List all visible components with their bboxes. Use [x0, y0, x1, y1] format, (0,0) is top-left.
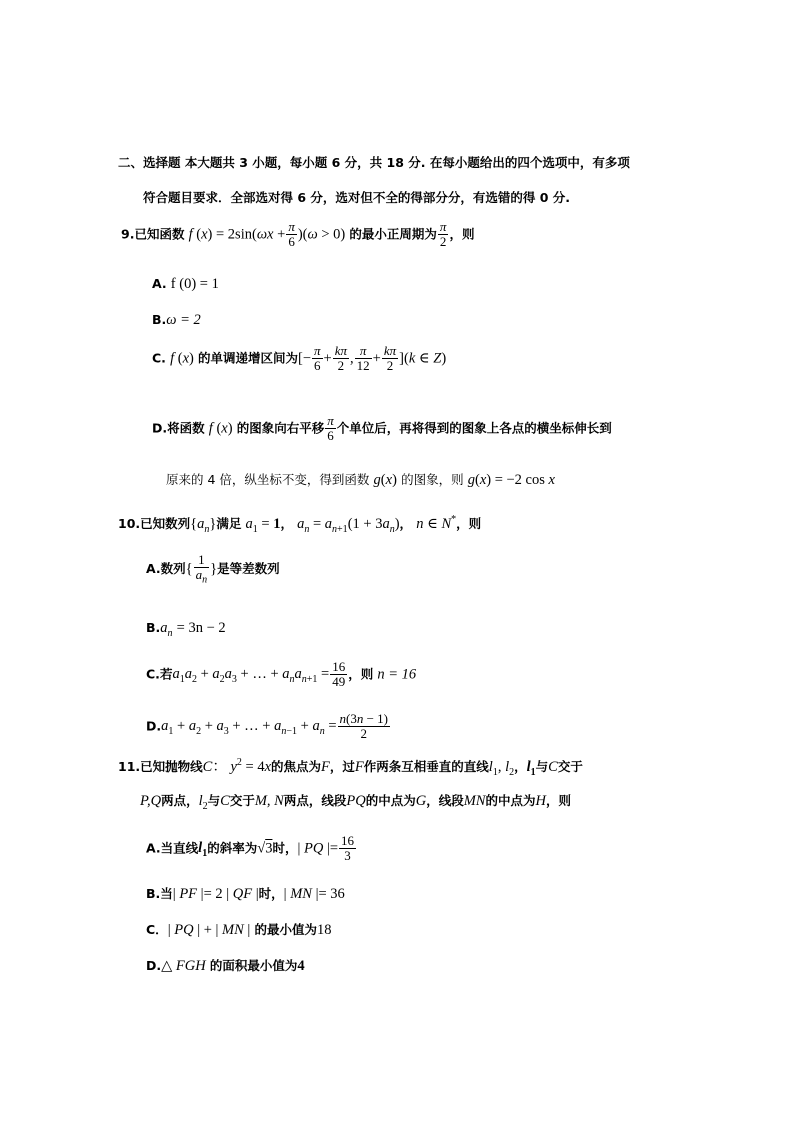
q10-option-b: $B.a_n = 3n - 2$ — [146, 620, 226, 639]
q10-stem-text-d: ， — [399, 515, 413, 531]
q11-line2-text-c: 交于 — [229, 793, 255, 808]
q10-option-c-label: C. — [146, 666, 160, 682]
q11-option-b-text-b: 时， — [258, 886, 284, 901]
q9-option-a-label: A. — [152, 276, 167, 291]
q10-option-a-label: A. — [146, 560, 161, 576]
section-header-line2: 符合题目要求．全部选对得 6 分，选对但不全的得部分分，有选错的得 0 分. — [143, 190, 571, 205]
q10-option-d-label: D. — [146, 718, 162, 734]
q10-option-a: A.数列{ $\frac{1}{a_n}$ }是等差数列 — [146, 552, 280, 586]
q11-line2-text-f: ，线段 — [426, 793, 464, 808]
q10-stem-text-b: 满足 — [216, 515, 242, 531]
q9-stem: 9.已知函数 f (x) = 2sin(ωx + $\frac{\pi}{6}$ )(ω > 0) 的最小正周期为 $\frac{\pi}{2}$ ，则 — [121, 219, 475, 250]
q11-stem-text-e: ， — [514, 758, 527, 774]
q9-option-b-label: B. — [152, 312, 167, 327]
q10-option-b-label: B. — [146, 620, 161, 635]
q11-line2-text-h: ，则 — [545, 793, 571, 808]
q9-option-a-expr: f (0) = 1 — [170, 276, 219, 292]
q11-line2-text-b: 与 — [207, 793, 221, 808]
section-header-line1: 二、选择题 本大题共 3 小题，每小题 6 分，共 18 分. 在每小题给出的四个选项中，有多项 — [118, 155, 630, 170]
q10-stem-text-e: ，则 — [456, 515, 482, 531]
q9-option-b-expr: ω = 2 — [166, 312, 201, 328]
q11-line2-text-d: 两点，线段 — [283, 793, 347, 808]
q9-stem-text-b: 的最小正周期为 — [349, 226, 437, 242]
q9-option-d-text-a: 将函数 — [167, 420, 205, 436]
q11-stem-text-d: 作两条互相垂直的直线 — [363, 758, 489, 774]
q9-option-d-line2-text-a: 原来的 4 倍，纵坐标不变，得到函数 — [166, 472, 370, 487]
q9-option-c-label: C. — [152, 350, 166, 366]
q9-option-d-text-c: 个单位后，再将得到的图象上各点的横坐标伸长到 — [336, 420, 612, 436]
q9-option-b — [152, 312, 201, 329]
q10-stem-text-a: 已知数列 — [140, 515, 191, 531]
q11-stem-text-f: 与 — [535, 758, 549, 774]
q10-option-b-expr: = 3n − 2 — [176, 620, 226, 636]
q10-option-c-text-a: 若 — [159, 666, 173, 682]
q10-option-d: $D.a_1 + a_2 + a_3$ + … + $a_{n-1} + a_n$ = $\frac{n(3n - 1)}{2}$ — [146, 711, 389, 742]
q9-option-d-line2: 原来的 4 倍，纵坐标不变，得到函数 g(x) 的图象，则 g(x) = −2 cos x — [166, 472, 555, 488]
q9-fraction-pi-6: $\frac{\pi}{6}$ — [288, 219, 295, 250]
q9-option-d: D.将函数 f (x) 的图象向右平移 $\frac{\pi}{6}$ 个单位后，再将得到的图象上各点的横坐标伸长到 — [152, 413, 612, 444]
q9-stem-text-a: 已知函数 — [134, 226, 185, 242]
q11-stem-text-b: 的焦点为 — [271, 758, 322, 774]
q10-option-c-text-b: ，则 — [348, 666, 374, 682]
q11-option-d-label: D. — [146, 958, 162, 973]
q11-option-c: C．| PQ | + | MN | 的最小值为18 — [146, 922, 332, 938]
q10-option-a-text-a: 数列 — [160, 560, 186, 576]
q11-option-b-text-a: 当 — [160, 886, 173, 901]
q10-option-a-text-b: 是等差数列 — [217, 560, 280, 576]
q9-option-d-text-b: 的图象向右平移 — [236, 420, 325, 436]
q10-stem-text-c: ， — [280, 515, 293, 531]
q11-option-b-label: B. — [146, 886, 161, 901]
q11-option-c-text: 的最小值为 — [254, 922, 317, 937]
q11-stem-text-g: 交于 — [557, 758, 583, 774]
q9-option-c: C. f (x) 的单调递增区间为[− $\frac{\pi}{6}$ + $\frac{k\pi}{2}$ , $\frac{\pi}{12}$ + $\frac{k\pi}{2}$ ](k ∈ Z) — [152, 343, 447, 374]
q11-option-a-text-b: 的斜率为 — [207, 840, 258, 856]
q9-option-d-label: D. — [152, 420, 168, 436]
q9-fraction-pi-2: $\frac{\pi}{2}$ — [439, 219, 447, 250]
q10-option-c: C.若$a_1a_2 + a_2a_3$ + … + $a_na_{n+1}$ = $\frac{16}{49}$ ，则 n = 16 — [146, 659, 417, 690]
q11-option-a-text-a: 当直线 — [160, 840, 199, 856]
q11-stem-text-a: 已知抛物线 — [140, 758, 203, 774]
q11-stem-line2: P,Q两点，$l_2$与C交于M, N两点，线段PQ的中点为G，线段MN的中点为H，则 — [140, 793, 571, 812]
q11-option-d: D.△ FGH 的面积最小值为4 — [146, 958, 305, 974]
q11-option-b: B.当| PF |= 2 | QF |时，| MN |= 36 — [146, 886, 345, 902]
q9-function-expr: f (x) = 2sin(ωx + — [188, 226, 286, 243]
q9-option-c-text: 的单调递增区间为 — [198, 350, 299, 366]
q9-number: 9. — [121, 226, 135, 242]
q11-line2-text-e: 的中点为 — [365, 793, 416, 808]
q9-option-d-line2-text-b: 的图象，则 — [401, 472, 464, 487]
q11-stem: 11.已知抛物线C： $y^2 = 4x$的焦点为F，过F作两条互相垂直的直线$l_1$, $l_2$，$l_1$与C交于 — [118, 757, 583, 778]
q11-option-a-text-c: 时， — [272, 840, 298, 856]
q11-line2-text-a: 两点， — [161, 793, 199, 808]
q9-option-a — [152, 276, 219, 293]
q11-line2-text-g: 的中点为 — [485, 793, 536, 808]
q9-stem-text-c: ，则 — [449, 226, 475, 242]
q10-stem: 10.已知数列$\{a_n\}$满足 $a_1 = 1$， $a_n = a_{n+1}(1 + 3a_n)$， n ∈ N*，则 — [118, 514, 482, 535]
q11-option-c-label: C． — [146, 922, 168, 937]
q11-option-a: A.当直线$l_1$的斜率为√3时，| PQ |= $\frac{16}{3}$ — [146, 833, 355, 864]
q11-number: 11. — [118, 758, 141, 774]
q10-option-c-expr: n = 16 — [377, 666, 417, 683]
q11-option-a-label: A. — [146, 840, 161, 856]
q11-option-d-text: 的面积最小值为 — [209, 958, 298, 973]
q10-number: 10. — [118, 515, 141, 531]
q11-stem-text-c: ，过 — [329, 758, 355, 774]
